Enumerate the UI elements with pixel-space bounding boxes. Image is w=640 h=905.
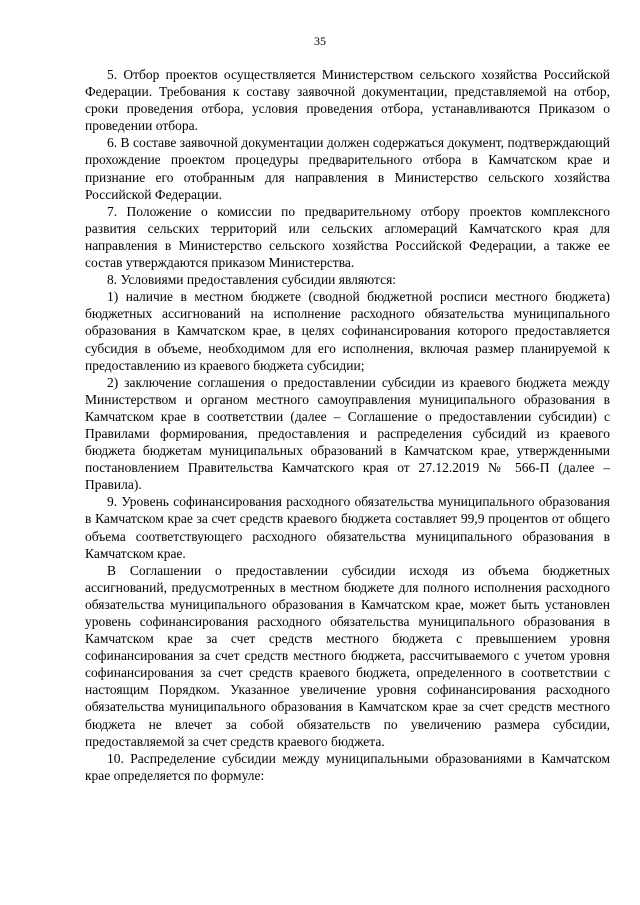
paragraph-item-6: 6. В составе заявочной документации должен содержаться документ, подтверждающий прохождение проектом процедуры предварительного отбора в Камчатском крае и признание его отобранным для направления в Министерство сельского хозяйства Российской Федерации. <box>85 135 610 202</box>
paragraph-condition-1: 1) наличие в местном бюджете (сводной бюджетной росписи местного бюджета) бюджетных ассигнований на исполнение расходного обязательства муниципального образования в Камчатском крае, в целях софинансирования которого предоставляется субсидия в объеме, необходимом для его исполнения, включая размер планируемой к предоставлению из краевого бюджета субсидии; <box>85 289 610 373</box>
paragraph-condition-2: 2) заключение соглашения о предоставлении субсидии из краевого бюджета между Министерством и органом местного самоуправления муниципального образования в Камчатском крае в соответствии (далее – Соглашение о предоставлении субсидии) с Правилами формирования, предоставления и распределения субсидий из краевого бюджета бюджетам муниципальных образований в Камчатском крае, утвержденными постановлением Правительства Камчатского края от 27.12.2019 № 566-П (далее – Правила). <box>85 374 610 493</box>
paragraph-item-10: 10. Распределение субсидии между муниципальными образованиями в Камчатском крае определяется по формуле: <box>85 750 610 783</box>
page-number: 35 <box>314 34 326 48</box>
paragraph-item-7: 7. Положение о комиссии по предварительному отбору проектов комплексного развития сельских территорий или сельских агломераций Камчатского края для направления в Министерство сельского хозяйства Российской Федерации, а также ее состав утверждаются приказом Министерства. <box>85 203 610 271</box>
paragraph-agreement-cofinancing: В Соглашении о предоставлении субсидии исходя из объема бюджетных ассигнований, предусмотренных в местном бюджете для полного исполнения расходного обязательства муниципального образования в Камчатском крае, может быть установлен уровень софинансирования расходного обязательства муниципального образования в Камчатском крае за счет средств местного бюджета с превышением уровня софинансирования за счет средств местного бюджета, рассчитываемого с учетом уровня софинансирования за счет средств краевого бюджета, определенного в соответствии с настоящим Порядком. Указанное увеличение уровня софинансирования расходного обязательства муниципального образования в Камчатском крае за счет средств местного бюджета не влечет за собой обязательств по увеличению размера субсидии, предоставляемой за счет средств краевого бюджета. <box>85 562 610 749</box>
paragraph-item-8: 8. Условиями предоставления субсидии являются: <box>107 272 397 288</box>
paragraph-item-5: 5. Отбор проектов осуществляется Министерством сельского хозяйства Российской Федерации. Требования к составу заявочной документации, представляемой на отбор, сроки проведения отбора, условия проведения отбора, устанавливаются Приказом о проведении отбора. <box>85 67 610 134</box>
document-body <box>85 66 610 784</box>
paragraph-item-9: 9. Уровень софинансирования расходного обязательства муниципального образования в Камчатском крае за счет средств краевого бюджета составляет 99,9 процентов от общего объема соответствующего расходного обязательства муниципального образования в Камчатском крае. <box>85 494 610 561</box>
